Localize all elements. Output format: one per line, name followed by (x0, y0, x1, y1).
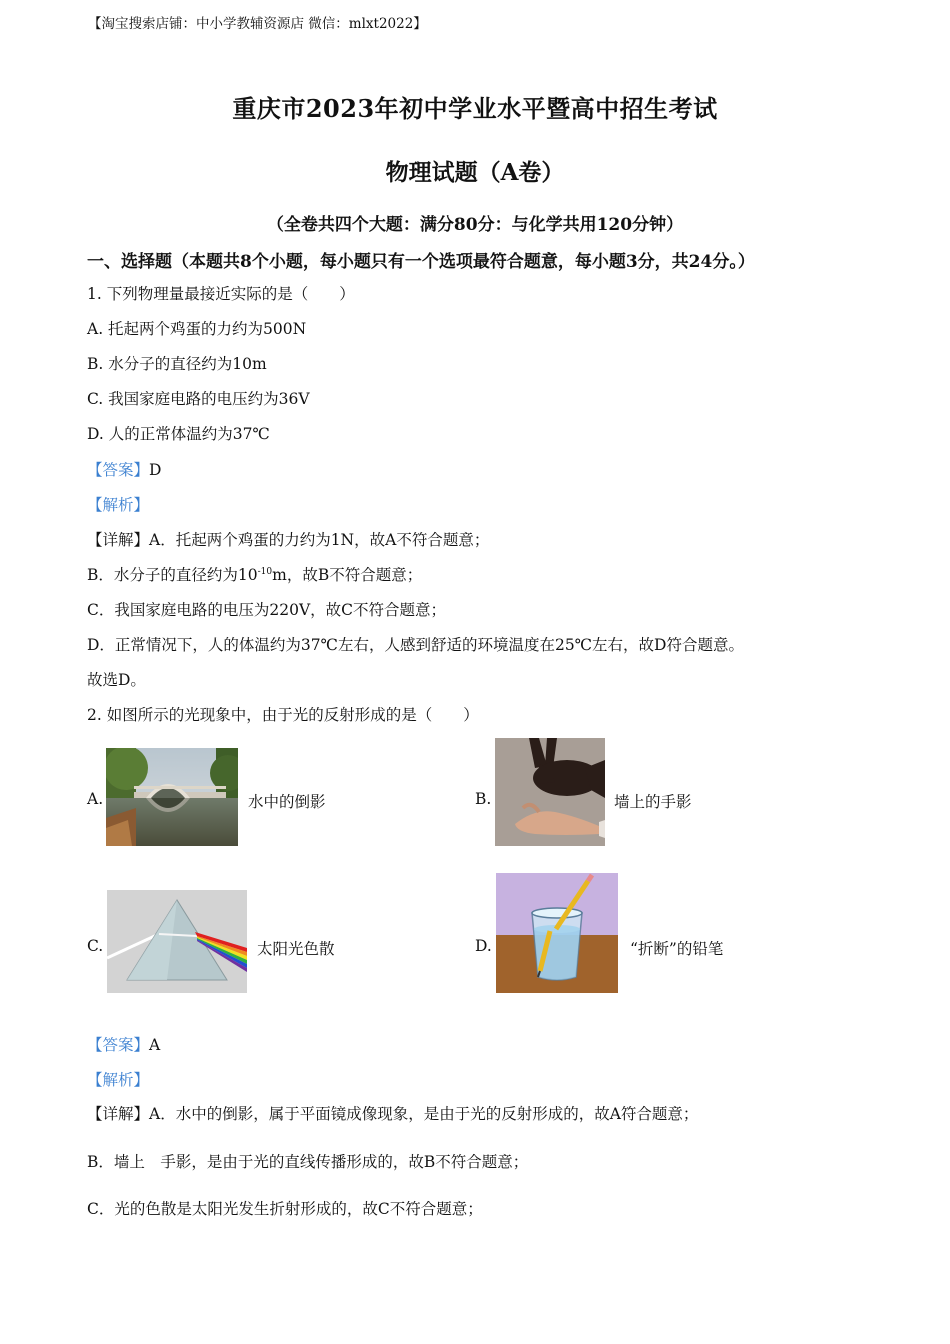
section-heading: 一、选择题（本题共8个小题，每小题只有一个选项最符合题意，每小题3分，共24分。） (87, 252, 755, 272)
q1-detail-b-post: m，故B不符合题意； (272, 566, 423, 584)
q1-detail-a: 【详解】A．托起两个鸡蛋的力约为1N，故A不符合题意； (87, 531, 490, 549)
answer-tag: 【答案】 (87, 461, 150, 479)
q1-detail-d: D．正常情况下，人的体温约为37℃左右，人感到舒适的环境温度在25℃左右，故D符合题意。 (87, 636, 744, 654)
q2-option-c-caption: 太阳光色散 (257, 940, 335, 958)
prism-dispersion-image (107, 890, 247, 993)
hand-shadow-image (495, 738, 605, 846)
q1-option-d: D. 人的正常体温约为37℃ (87, 425, 270, 443)
q1-detail-c: C．我国家庭电路的电压为220V，故C不符合题意； (87, 601, 446, 619)
q1-conclusion: 故选D。 (87, 671, 146, 689)
q2-answer-line (87, 1035, 160, 1055)
bent-pencil-image (496, 873, 618, 993)
q2-detail-a: 【详解】A．水中的倒影，属于平面镜成像现象，是由于光的反射形成的，故A符合题意； (87, 1105, 699, 1123)
q2-option-a-letter: A. (87, 790, 104, 808)
q2-option-d-caption: “折断”的铅笔 (630, 940, 724, 958)
answer-value: A (149, 1036, 161, 1054)
q1-option-c: C. 我国家庭电路的电压约为36V (87, 390, 310, 408)
q2-option-b-caption: 墙上的手影 (614, 793, 692, 811)
q2-option-a-caption: 水中的倒影 (248, 793, 326, 811)
q1-stem: 1. 下列物理量最接近实际的是（ ） (87, 285, 355, 303)
q1-option-a: A. 托起两个鸡蛋的力约为500N (87, 320, 307, 338)
q2-stem: 2. 如图所示的光现象中，由于光的反射形成的是（ ） (87, 706, 479, 724)
q2-option-b-letter: B. (475, 790, 492, 808)
answer-value: D (149, 461, 162, 479)
q1-answer-line (87, 460, 161, 480)
q2-option-c-letter: C. (87, 937, 104, 955)
exam-note: （全卷共四个大题：满分80分：与化学共用120分钟） (266, 215, 684, 235)
q2-detail-b: B．墙上 手影，是由于光的直线传播形成的，故B不符合题意； (87, 1153, 529, 1171)
q1-detail-b-pre: B．水分子的直径约为10 (87, 566, 258, 584)
bridge-reflection-image (106, 748, 238, 846)
q2-detail-c: C．光的色散是太阳光发生折射形成的，故C不符合题意； (87, 1200, 483, 1218)
q1-detail-b (87, 565, 422, 585)
answer-tag: 【答案】 (87, 1036, 150, 1054)
q2-option-d-letter: D. (475, 937, 492, 955)
q1-option-b: B. 水分子的直径约为10m (87, 355, 267, 373)
header-note: 【淘宝搜索店铺：中小学教辅资源店 微信：mlxt2022】 (88, 16, 427, 32)
analysis-tag: 【解析】 (87, 1071, 150, 1089)
page-subtitle: 物理试题（A卷） (385, 159, 565, 186)
page-title: 重庆市2023年初中学业水平暨高中招生考试 (232, 94, 718, 123)
analysis-tag: 【解析】 (87, 496, 150, 514)
q1-detail-b-exponent: -10 (257, 567, 273, 577)
